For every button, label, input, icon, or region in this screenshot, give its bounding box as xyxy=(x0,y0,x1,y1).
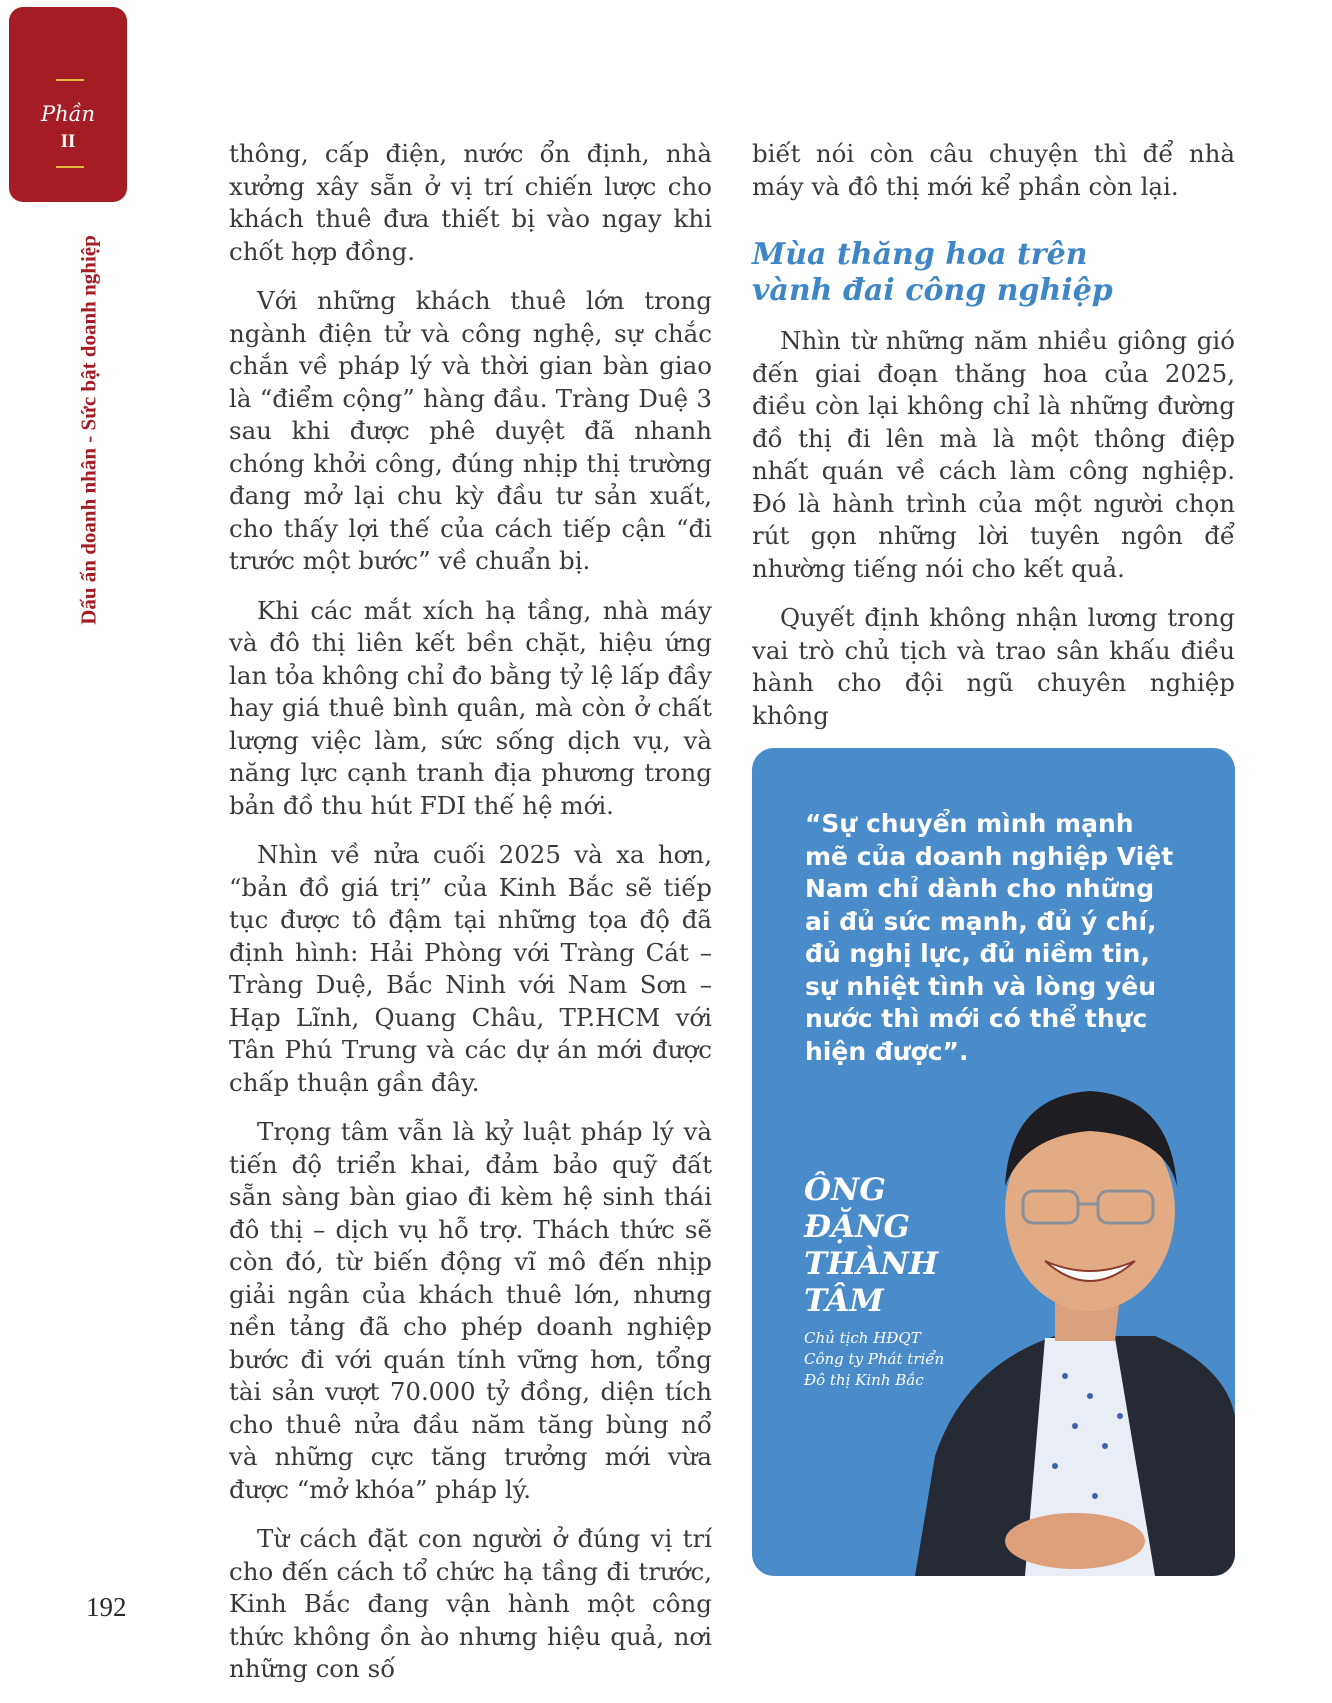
role-line: Đô thị Kinh Bắc xyxy=(804,1371,924,1389)
chapter-number: II xyxy=(60,131,76,152)
paragraph: Với những khách thuê lớn trong ngành điện tử và công nghệ, sự chắc chắn về pháp lý và thời gian bàn giao là “điểm cộng” hàng đầu. Tràng Duệ 3 sau khi được phê duyệt đã nhanh chóng khởi công, đúng nhịp thị trường đang mở lại chu kỳ đầu tư sản xuất, cho thấy lợi thế của cách tiếp cận “đi trước một bước” về chuẩn bị. xyxy=(229,286,712,575)
paragraph: Khi các mắt xích hạ tầng, nhà máy và đô thị liên kết bền chặt, hiệu ứng lan tỏa không chỉ đo bằng tỷ lệ lấp đầy hay giá thuê bình quân, mà còn ở chất lượng việc làm, sức sống dịch vụ, và năng lực cạnh tranh địa phương trong bản đồ thu hút FDI thế hệ mới. xyxy=(229,595,712,820)
pull-quote: “Sự chuyển mình mạnh mẽ của doanh nghiệp Việt Nam chỉ dành cho những ai đủ sức mạnh, đủ ý chí, đủ nghị lực, đủ niềm tin, sự nhiệt tình và lòng yêu nước thì mới có thể thực hiện được”. xyxy=(805,809,1174,1066)
side-section-title: Dấu ấn doanh nhân - Sức bật doanh nghiệp xyxy=(76,235,101,625)
paragraph: thông, cấp điện, nước ổn định, nhà xưởng xây sẵn ở vị trí chiến lược cho khách thuê đưa thiết bị vào ngay khi chốt hợp đồng. xyxy=(229,139,712,266)
tab-divider-bottom xyxy=(56,166,84,168)
paragraph: Nhìn từ những năm nhiều giông gió đến giai đoạn thăng hoa của 2025, điều còn lại không chỉ là những đường đồ thị đi lên mà là một thông điệp nhất quán về cách làm công nghiệp. Đó là hành trình của một người chọn rút gọn những lời tuyên ngôn để nhường tiếng nói cho kết quả. xyxy=(752,326,1235,583)
name-line: ĐẶNG xyxy=(804,1209,910,1245)
left-column xyxy=(229,138,712,1703)
paragraph: Nhìn về nửa cuối 2025 và xa hơn, “bản đồ giá trị” của Kinh Bắc sẽ tiếp tục được tô đậm tại những tọa độ đã định hình: Hải Phòng với Tràng Cát – Tràng Duệ, Bắc Ninh với Nam Sơn – Hạp Lĩnh, Quang Châu, TP.HCM với Tân Phú Trung và các dự án mới được chấp thuận gần đây. xyxy=(229,840,712,1097)
section-heading-line: Mùa thăng hoa trên xyxy=(752,237,1088,272)
paragraph: Từ cách đặt con người ở đúng vị trí cho đến cách tổ chức hạ tầng đi trước, Kinh Bắc đang vận hành một công thức không ồn ào nhưng hiệu quả, nơi những con số xyxy=(229,1524,712,1683)
tab-divider-top xyxy=(56,79,84,81)
name-line: THÀNH xyxy=(804,1246,939,1282)
chapter-word: Phần xyxy=(40,102,96,126)
role-line: Chủ tịch HĐQT xyxy=(804,1329,921,1347)
section-heading xyxy=(752,237,1235,309)
chapter-tab xyxy=(9,7,127,202)
person-role xyxy=(804,1328,974,1391)
paragraph: biết nói còn câu chuyện thì để nhà máy và đô thị mới kể phần còn lại. xyxy=(752,139,1235,201)
quote-card xyxy=(752,748,1235,1576)
page-number: 192 xyxy=(86,1592,127,1622)
person-name xyxy=(804,1172,974,1320)
section-heading-line: vành đai công nghiệp xyxy=(752,273,1113,308)
role-line: Công ty Phát triển xyxy=(804,1350,945,1368)
paragraph: Quyết định không nhận lương trong vai trò chủ tịch và trao sân khấu điều hành cho đội ngũ chuyên nghiệp không xyxy=(752,603,1235,730)
name-line: TÂM xyxy=(804,1283,884,1319)
paragraph: Trọng tâm vẫn là kỷ luật pháp lý và tiến độ triển khai, đảm bảo quỹ đất sẵn sàng bàn giao đi kèm hệ sinh thái đô thị – dịch vụ hỗ trợ. Thách thức sẽ còn đó, từ biến động vĩ mô đến nhịp giải ngân của khách thuê lớn, nhưng nền tảng đã cho phép doanh nghiệp bước đi với quán tính vững hơn, tổng tài sản vượt 70.000 tỷ đồng, diện tích cho thuê nửa đầu năm tăng bùng nổ và những cực tăng trưởng mới vừa được “mở khóa” pháp lý. xyxy=(229,1117,712,1504)
right-column xyxy=(752,138,1235,749)
name-line: ÔNG xyxy=(804,1172,886,1208)
